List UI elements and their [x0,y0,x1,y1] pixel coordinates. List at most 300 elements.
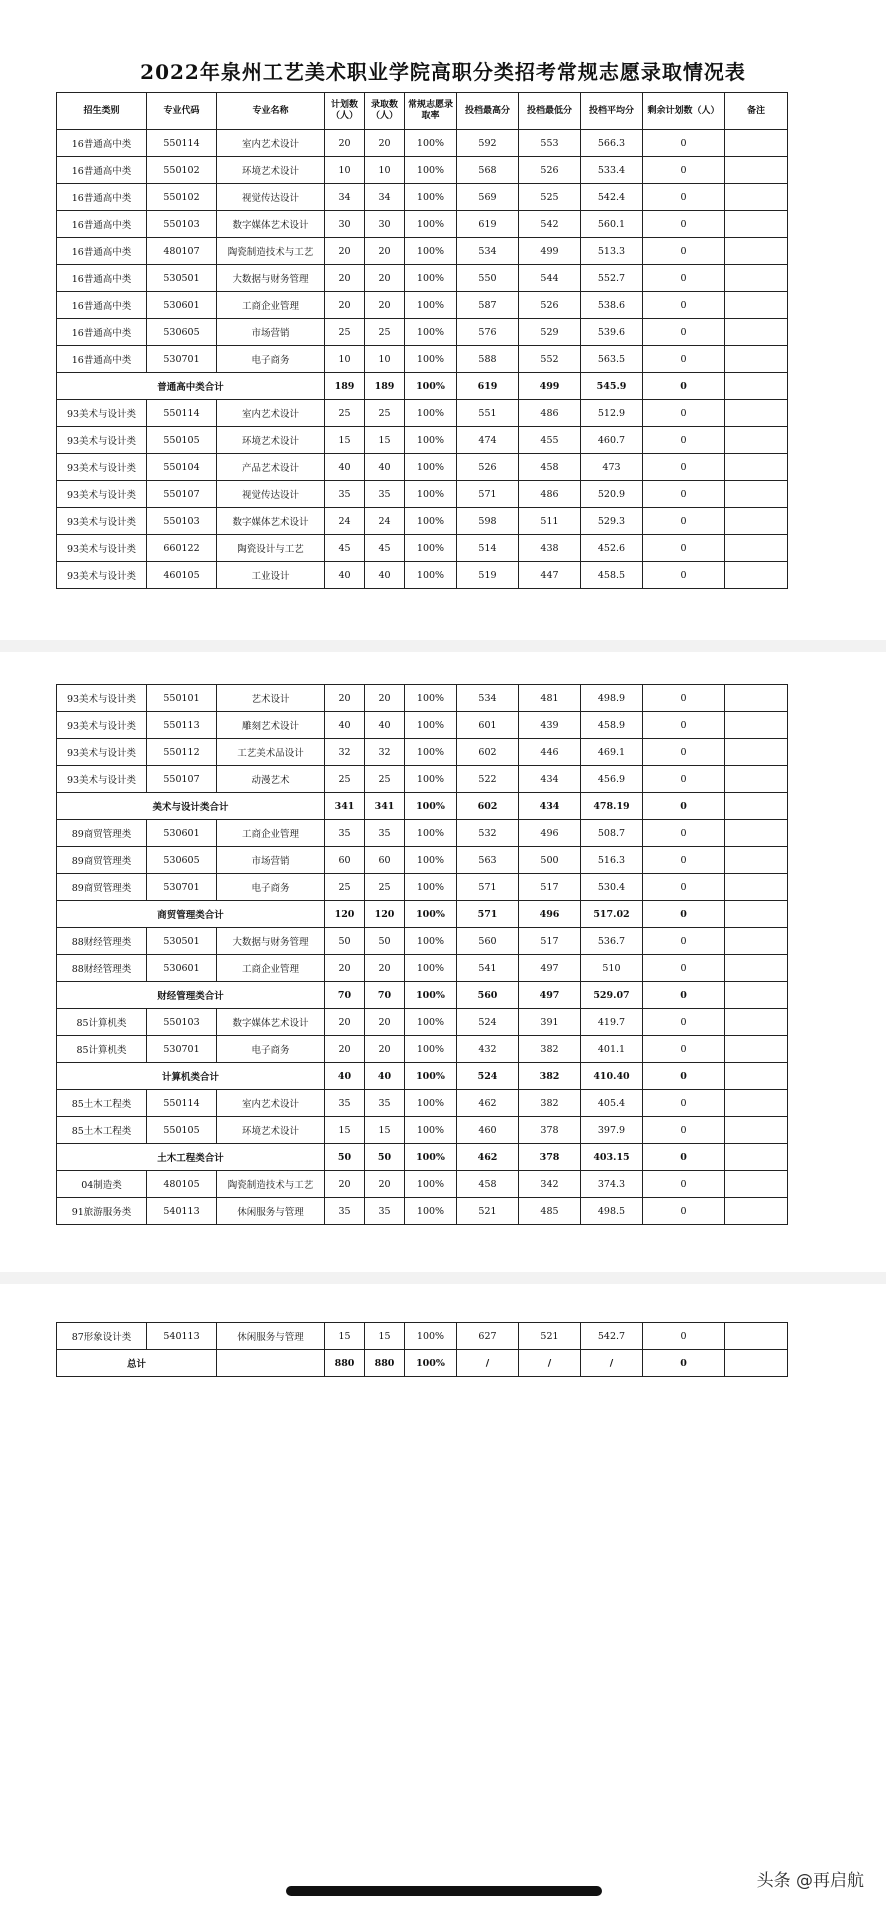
table-cell: 0 [643,766,725,793]
table-cell [725,1009,788,1036]
table-cell: 100% [405,1144,457,1171]
table-cell: 35 [365,1090,405,1117]
table-cell: 0 [643,712,725,739]
table-cell: 0 [643,157,725,184]
table-cell: 341 [365,793,405,820]
table-cell [725,1350,788,1377]
table-cell: 40 [325,562,365,589]
table-row [57,766,788,793]
table-cell: 100% [405,712,457,739]
table-cell: 496 [519,820,581,847]
subtotal-label: 普通高中类合计 [57,373,325,400]
table-cell: 40 [365,712,405,739]
document-page-3 [0,1284,886,1920]
table-cell: 530601 [147,955,217,982]
table-cell: 32 [325,739,365,766]
table-cell: 0 [643,955,725,982]
table-cell: 视觉传达设计 [217,481,325,508]
table-cell: 550114 [147,130,217,157]
table-cell: 0 [643,901,725,928]
table-cell: 545.9 [581,373,643,400]
table-cell: 534 [457,238,519,265]
table-cell: 452.6 [581,535,643,562]
table-cell: 0 [643,535,725,562]
subtotal-row [57,373,788,400]
table-cell: 0 [643,373,725,400]
table-cell: 产品艺术设计 [217,454,325,481]
table-cell: 511 [519,508,581,535]
table-cell: 10 [365,346,405,373]
table-cell: 93美术与设计类 [57,400,147,427]
table-cell: 542 [519,211,581,238]
table-cell: 0 [643,1144,725,1171]
table-cell: 550102 [147,184,217,211]
table-row [57,454,788,481]
table-cell: 20 [365,1171,405,1198]
table-cell: 432 [457,1036,519,1063]
table-cell: 04制造类 [57,1171,147,1198]
table-cell [725,481,788,508]
table-cell: 391 [519,1009,581,1036]
table-cell: 100% [405,184,457,211]
table-row [57,481,788,508]
table-cell [725,982,788,1009]
table-cell: 100% [405,1009,457,1036]
table-cell: 市场营销 [217,319,325,346]
table-cell: 20 [325,1009,365,1036]
table-cell: 16普通高中类 [57,319,147,346]
table-cell: 100% [405,1117,457,1144]
table-cell: 88财经管理类 [57,955,147,982]
table-cell: 568 [457,157,519,184]
table-cell: 550 [457,265,519,292]
subtotal-row [57,793,788,820]
table-cell: 35 [365,1198,405,1225]
table-cell: 521 [519,1323,581,1350]
table-cell: 529.07 [581,982,643,1009]
table-cell: 100% [405,427,457,454]
table-cell: 439 [519,712,581,739]
table-cell: 486 [519,481,581,508]
table-cell: 0 [643,184,725,211]
table-cell: 550101 [147,685,217,712]
table-cell: 0 [643,1090,725,1117]
table-row [57,1036,788,1063]
source-watermark: 头条 @再启航 [756,1871,864,1891]
table-cell: 458 [457,1171,519,1198]
table-cell: 189 [325,373,365,400]
table-cell: 378 [519,1144,581,1171]
table-cell: 工商企业管理 [217,820,325,847]
table-cell: 526 [519,292,581,319]
table-cell: 552.7 [581,265,643,292]
table-cell: 0 [643,292,725,319]
table-cell: 460105 [147,562,217,589]
table-cell: 419.7 [581,1009,643,1036]
table-row [57,874,788,901]
table-cell: 538.6 [581,292,643,319]
table-cell: 100% [405,508,457,535]
table-cell: 16普通高中类 [57,130,147,157]
table-cell: 100% [405,874,457,901]
table-cell: 0 [643,739,725,766]
table-header-row [57,93,788,130]
table-cell: 100% [405,157,457,184]
table-cell: 16普通高中类 [57,265,147,292]
table-cell: 电子商务 [217,346,325,373]
table-cell: 532 [457,820,519,847]
table-cell: 15 [365,1117,405,1144]
table-cell: 25 [365,400,405,427]
table-cell [725,1198,788,1225]
table-cell: 15 [325,1117,365,1144]
table-cell [725,130,788,157]
table-cell: 517 [519,874,581,901]
table-cell: 环境艺术设计 [217,1117,325,1144]
table-cell [725,292,788,319]
table-cell: 553 [519,130,581,157]
table-cell: 16普通高中类 [57,211,147,238]
table-cell: 550107 [147,766,217,793]
table-cell: 25 [365,319,405,346]
table-cell: 0 [643,130,725,157]
table-cell: 100% [405,793,457,820]
table-cell [725,346,788,373]
table-cell: 498.9 [581,685,643,712]
table-cell: 512.9 [581,400,643,427]
table-cell: 530701 [147,346,217,373]
table-cell: 93美术与设计类 [57,427,147,454]
table-cell: 0 [643,427,725,454]
table-cell: 24 [325,508,365,535]
table-cell: 550112 [147,739,217,766]
table-cell: 498.5 [581,1198,643,1225]
table-cell: 陶瓷设计与工艺 [217,535,325,562]
table-cell: 500 [519,847,581,874]
table-cell: 85计算机类 [57,1036,147,1063]
table-cell: 405.4 [581,1090,643,1117]
table-cell: 508.7 [581,820,643,847]
table-cell: 大数据与财务管理 [217,928,325,955]
table-cell: 542.7 [581,1323,643,1350]
table-row [57,562,788,589]
table-cell: 100% [405,739,457,766]
table-cell: / [519,1350,581,1377]
table-cell: 576 [457,319,519,346]
table-cell: 0 [643,928,725,955]
table-cell: 15 [365,1323,405,1350]
header-max-score: 投档最高分 [457,93,519,130]
table-cell: 100% [405,955,457,982]
table-cell: 100% [405,1171,457,1198]
table-cell: 100% [405,265,457,292]
table-cell: 525 [519,184,581,211]
table-cell: 550107 [147,481,217,508]
table-cell: 0 [643,265,725,292]
table-row [57,211,788,238]
table-cell: 0 [643,211,725,238]
table-cell [217,1350,325,1377]
table-cell [725,928,788,955]
table-cell: 50 [365,1144,405,1171]
table-cell [725,454,788,481]
table-cell: 0 [643,847,725,874]
table-cell: 室内艺术设计 [217,1090,325,1117]
table-cell: 93美术与设计类 [57,535,147,562]
table-cell: 35 [365,481,405,508]
table-cell: 530605 [147,319,217,346]
table-row [57,1009,788,1036]
table-cell: 0 [643,1350,725,1377]
table-cell: 20 [365,238,405,265]
header-min-score: 投档最低分 [519,93,581,130]
admission-table-part-1 [56,92,788,589]
table-cell: 0 [643,1171,725,1198]
table-cell: 601 [457,712,519,739]
table-cell: 0 [643,874,725,901]
table-cell: 100% [405,820,457,847]
table-cell: 16普通高中类 [57,238,147,265]
subtotal-label: 美术与设计类合计 [57,793,325,820]
table-cell: 雕刻艺术设计 [217,712,325,739]
table-cell: 100% [405,562,457,589]
table-cell: 89商贸管理类 [57,874,147,901]
table-cell: 602 [457,793,519,820]
table-cell: 534 [457,685,519,712]
table-cell: 25 [325,400,365,427]
table-cell: 24 [365,508,405,535]
subtotal-row [57,1063,788,1090]
table-cell: 大数据与财务管理 [217,265,325,292]
admission-table-part-3 [56,1322,788,1377]
table-cell: 497 [519,982,581,1009]
table-cell: 520.9 [581,481,643,508]
table-cell: 91旅游服务类 [57,1198,147,1225]
table-cell: 524 [457,1009,519,1036]
table-cell: 25 [365,766,405,793]
table-cell: 592 [457,130,519,157]
table-cell: 481 [519,685,581,712]
table-cell: 530701 [147,874,217,901]
table-cell: 0 [643,454,725,481]
table-row [57,712,788,739]
table-row [57,184,788,211]
header-remaining: 剩余计划数（人） [643,93,725,130]
table-row [57,1117,788,1144]
table-cell: 474 [457,427,519,454]
table-cell [725,874,788,901]
table-cell: 552 [519,346,581,373]
table-cell: 510 [581,955,643,982]
table-cell: 93美术与设计类 [57,508,147,535]
table-cell: 电子商务 [217,874,325,901]
table-cell: 15 [325,427,365,454]
table-cell [725,265,788,292]
header-avg-score: 投档平均分 [581,93,643,130]
table-cell: 视觉传达设计 [217,184,325,211]
table-cell: 20 [325,685,365,712]
table-cell: 120 [365,901,405,928]
table-row [57,535,788,562]
table-cell: 530.4 [581,874,643,901]
table-cell: 100% [405,319,457,346]
table-cell: 100% [405,685,457,712]
table-cell: 526 [519,157,581,184]
table-cell: 550105 [147,1117,217,1144]
table-cell: 189 [365,373,405,400]
table-cell: 电子商务 [217,1036,325,1063]
table-row [57,1198,788,1225]
table-cell: 93美术与设计类 [57,712,147,739]
table-cell: 382 [519,1036,581,1063]
table-cell: 25 [365,874,405,901]
table-row [57,508,788,535]
grand-total-label: 总计 [57,1350,217,1377]
table-cell: 536.7 [581,928,643,955]
table-cell: 530501 [147,265,217,292]
subtotal-label: 财经管理类合计 [57,982,325,1009]
table-cell: 530701 [147,1036,217,1063]
table-cell: 100% [405,1090,457,1117]
subtotal-row [57,1144,788,1171]
table-cell: 100% [405,373,457,400]
table-cell: 20 [365,955,405,982]
table-cell: 550104 [147,454,217,481]
table-cell [725,400,788,427]
table-cell [725,535,788,562]
table-cell: 100% [405,982,457,1009]
table-title: 2022年泉州工艺美术职业学院高职分类招考常规志愿录取情况表 [140,60,746,84]
table-cell: / [581,1350,643,1377]
table-cell: 458.9 [581,712,643,739]
subtotal-label: 商贸管理类合计 [57,901,325,928]
table-cell: 数字媒体艺术设计 [217,211,325,238]
table-cell: 0 [643,685,725,712]
table-cell: 529.3 [581,508,643,535]
admission-table-part-2 [56,684,788,1225]
table-cell: 20 [325,238,365,265]
table-cell [725,1171,788,1198]
header-rate: 常规志愿录取率 [405,93,457,130]
table-cell: 100% [405,238,457,265]
table-row [57,400,788,427]
table-cell: 880 [325,1350,365,1377]
table-cell: 469.1 [581,739,643,766]
table-cell: 30 [325,211,365,238]
table-cell: 550114 [147,400,217,427]
subtotal-label: 土木工程类合计 [57,1144,325,1171]
table-cell: 环境艺术设计 [217,427,325,454]
table-cell: 0 [643,562,725,589]
table-cell: 100% [405,346,457,373]
table-cell: 100% [405,766,457,793]
table-cell: 20 [325,292,365,319]
table-cell [725,238,788,265]
table-cell: 460 [457,1117,519,1144]
table-cell: 627 [457,1323,519,1350]
table-cell: 563 [457,847,519,874]
table-cell: 16普通高中类 [57,292,147,319]
table-cell: 434 [519,793,581,820]
table-cell [725,508,788,535]
table-cell: 374.3 [581,1171,643,1198]
table-row [57,427,788,454]
table-cell: 550103 [147,508,217,535]
table-cell: 20 [365,265,405,292]
table-cell: 93美术与设计类 [57,562,147,589]
table-cell [725,712,788,739]
table-cell: 10 [365,157,405,184]
header-category: 招生类别 [57,93,147,130]
table-row [57,685,788,712]
table-cell [725,184,788,211]
home-indicator[interactable] [286,1886,602,1896]
table-cell: 540113 [147,1198,217,1225]
table-cell: 0 [643,1063,725,1090]
table-cell: 25 [325,766,365,793]
header-admitted: 录取数（人） [365,93,405,130]
table-cell: 市场营销 [217,847,325,874]
table-cell: 550103 [147,1009,217,1036]
table-cell: 100% [405,130,457,157]
table-cell: 619 [457,211,519,238]
table-cell: 560 [457,928,519,955]
table-cell: 100% [405,211,457,238]
table-cell: 休闲服务与管理 [217,1198,325,1225]
table-cell: 397.9 [581,1117,643,1144]
table-cell: 660122 [147,535,217,562]
table-cell: 0 [643,793,725,820]
subtotal-row [57,901,788,928]
table-cell: 530601 [147,292,217,319]
subtotal-row [57,982,788,1009]
table-cell: 0 [643,820,725,847]
table-cell: 工商企业管理 [217,292,325,319]
table-cell: 569 [457,184,519,211]
table-cell: 530605 [147,847,217,874]
table-cell [725,1144,788,1171]
table-cell: 0 [643,1009,725,1036]
table-cell: 456.9 [581,766,643,793]
table-cell: 93美术与设计类 [57,766,147,793]
table-cell: 85土木工程类 [57,1090,147,1117]
table-cell [725,901,788,928]
table-cell: 458.5 [581,562,643,589]
table-cell [725,847,788,874]
table-cell: 541 [457,955,519,982]
table-cell: 45 [325,535,365,562]
table-row [57,928,788,955]
table-cell: 40 [365,562,405,589]
table-cell [725,685,788,712]
table-cell: 100% [405,1198,457,1225]
table-cell: 动漫艺术 [217,766,325,793]
table-row [57,1090,788,1117]
table-cell: 458 [519,454,581,481]
table-cell: 533.4 [581,157,643,184]
table-cell: 480105 [147,1171,217,1198]
subtotal-label: 计算机类合计 [57,1063,325,1090]
table-cell: 522 [457,766,519,793]
table-cell: 陶瓷制造技术与工艺 [217,1171,325,1198]
table-cell: 410.40 [581,1063,643,1090]
table-cell: 50 [365,928,405,955]
table-cell: 100% [405,400,457,427]
header-major: 专业名称 [217,93,325,130]
table-cell: 499 [519,373,581,400]
table-cell: 460.7 [581,427,643,454]
table-cell: 70 [325,982,365,1009]
